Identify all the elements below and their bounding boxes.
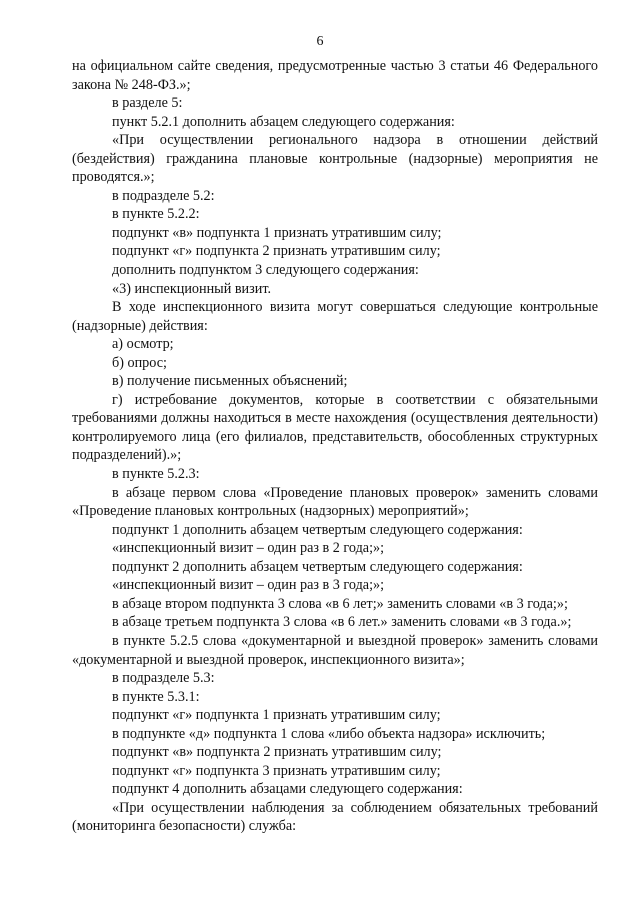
document-body [72, 57, 598, 836]
paragraph: подпункт 4 дополнить абзацами следующего содержания: [112, 781, 463, 798]
paragraph: «При осуществлении регионального надзора в отношении действий (бездействия) гражданина плановые контрольные (надзорные) мероприятия не проводятся.»; [72, 132, 598, 186]
paragraph: в подразделе 5.2: [112, 187, 215, 204]
paragraph: на официальном сайте сведения, предусмотренные частью 3 статьи 46 Федерального закона № 248-ФЗ.»; [72, 58, 598, 93]
paragraph: подпункт «в» подпункта 2 признать утратившим силу; [112, 744, 442, 761]
page-number: 6 [316, 34, 324, 49]
paragraph: «При осуществлении наблюдения за соблюдением обязательных требований (мониторинга безопасности) служба: [72, 799, 598, 835]
paragraph: подпункт «г» подпункта 2 признать утратившим силу; [112, 243, 441, 260]
paragraph: в подразделе 5.3: [112, 670, 215, 687]
paragraph: «3) инспекционный визит. [112, 280, 272, 297]
paragraph: в пункте 5.2.5 слова «документарной и выездной проверок» заменить словами «документарной и выездной проверок, инспекционного визита»; [72, 632, 598, 668]
paragraph: в абзаце втором подпункта 3 слова «в 6 лет;» заменить словами «в 3 года;»; [112, 595, 568, 612]
paragraph: подпункт 1 дополнить абзацем четвертым следующего содержания: [112, 521, 523, 538]
paragraph: «инспекционный визит – один раз в 3 года;»; [112, 577, 385, 594]
paragraph: подпункт «г» подпункта 3 признать утратившим силу; [112, 762, 441, 779]
paragraph: В ходе инспекционного визита могут совершаться следующие контрольные (надзорные) действия: [72, 299, 598, 334]
paragraph: в разделе 5: [112, 95, 183, 112]
paragraph: в пункте 5.2.2: [112, 206, 200, 223]
paragraph: б) опрос; [112, 354, 167, 371]
paragraph: подпункт 2 дополнить абзацем четвертым следующего содержания: [112, 558, 523, 575]
paragraph: в пункте 5.3.1: [112, 688, 200, 705]
paragraph: в пункте 5.2.3: [112, 466, 200, 483]
paragraph: г) истребование документов, которые в соответствии с обязательными требованиями должны находиться в месте нахождения (осуществления деятельности) контролируемого лица (его филиалов, представительств, обособленных структурных подразделений).»; [72, 391, 598, 464]
paragraph: в подпункте «д» подпункта 1 слова «либо объекта надзора» исключить; [112, 725, 546, 742]
paragraph: дополнить подпунктом 3 следующего содержания: [112, 262, 419, 279]
paragraph: в абзаце третьем подпункта 3 слова «в 6 лет.» заменить словами «в 3 года.»; [112, 614, 572, 631]
paragraph: в) получение письменных объяснений; [112, 373, 348, 390]
paragraph: в абзаце первом слова «Проведение плановых проверок» заменить словами «Проведение плановых контрольных (надзорных) мероприятий»; [72, 484, 598, 520]
paragraph: подпункт «г» подпункта 1 признать утратившим силу; [112, 707, 441, 724]
paragraph: «инспекционный визит – один раз в 2 года;»; [112, 540, 385, 557]
paragraph: а) осмотр; [112, 336, 174, 353]
paragraph: пункт 5.2.1 дополнить абзацем следующего содержания: [112, 113, 455, 130]
paragraph: подпункт «в» подпункта 1 признать утратившим силу; [112, 224, 442, 241]
